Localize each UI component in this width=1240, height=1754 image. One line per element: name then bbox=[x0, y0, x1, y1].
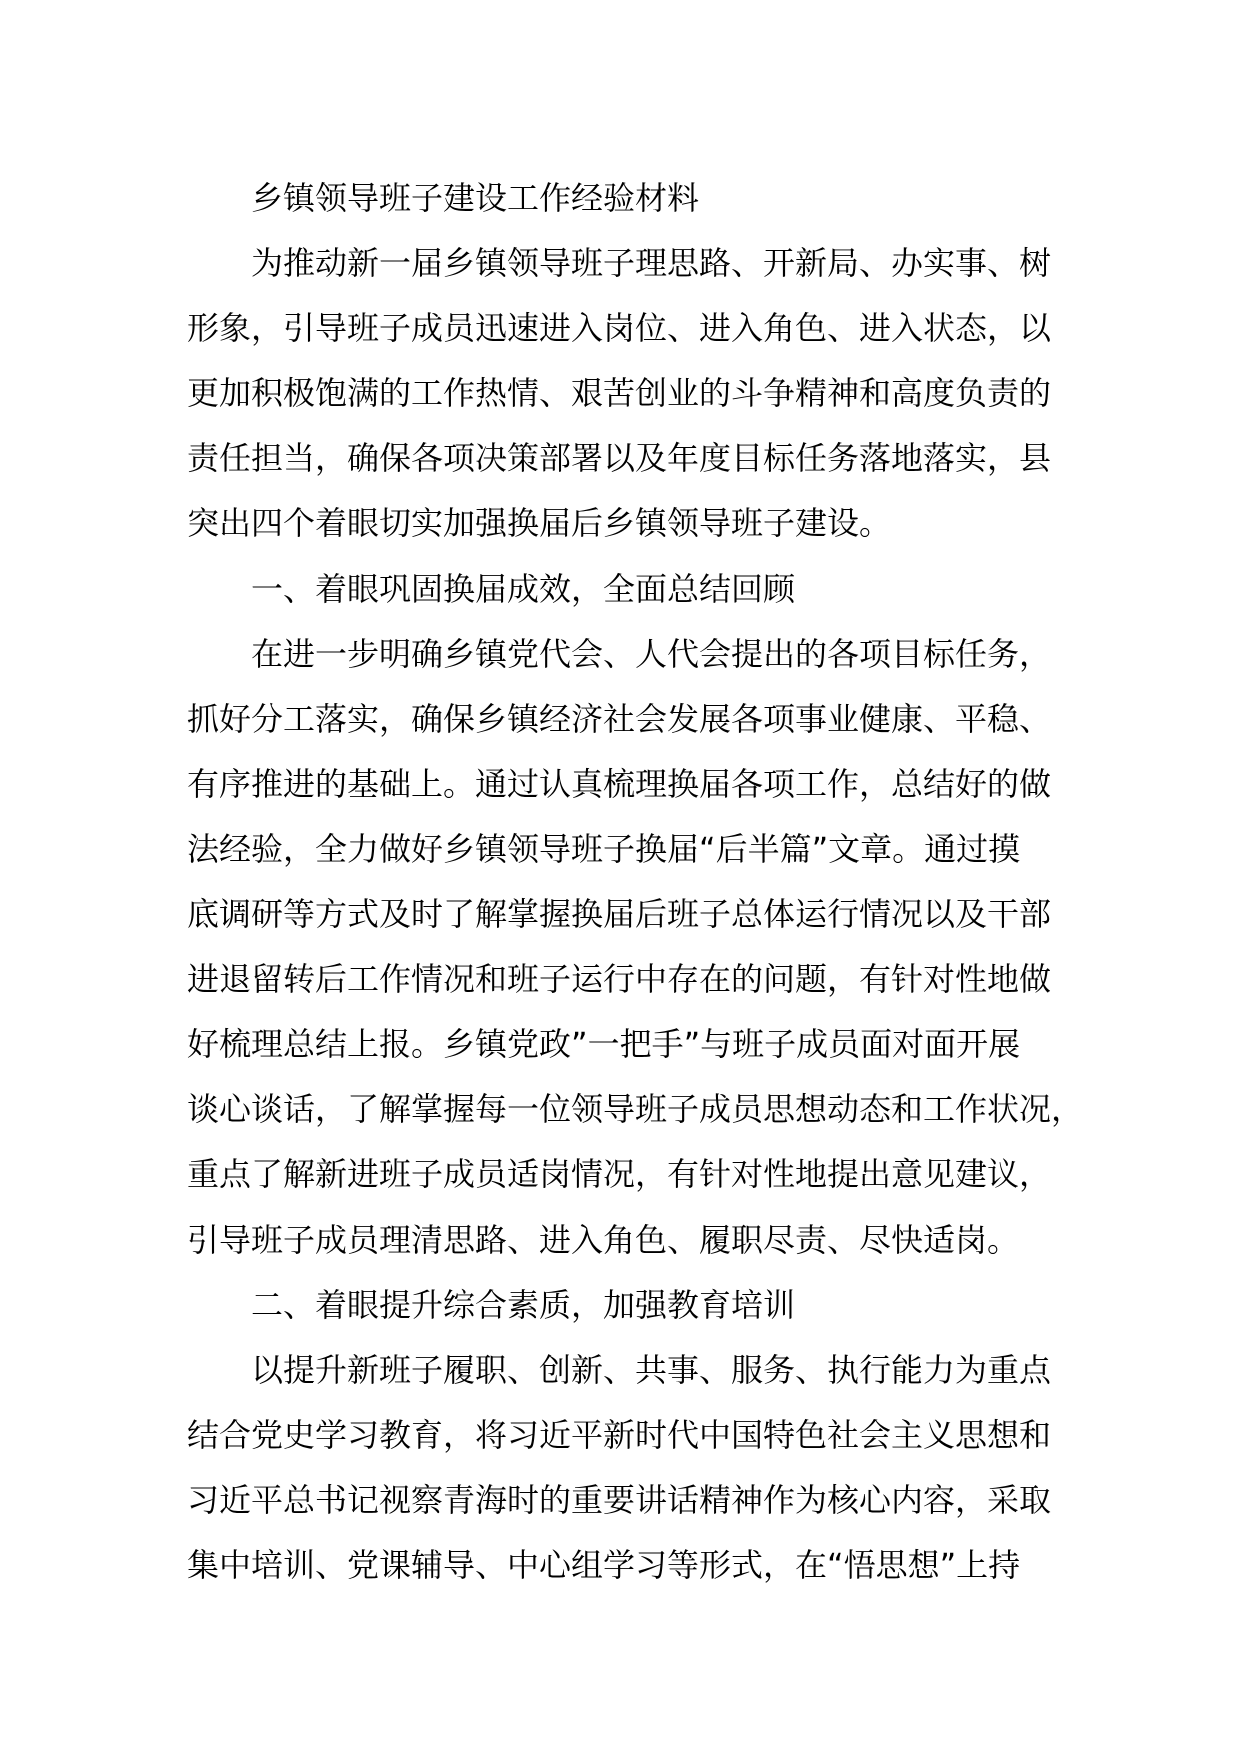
paragraph-line: 为推动新一届乡镇领导班子理思路、开新局、办实事、树 bbox=[251, 244, 1052, 283]
document-title: 乡镇领导班子建设工作经验材料 bbox=[251, 179, 700, 217]
paragraph-line: 谈心谈话，了解掌握每一位领导班子成员思想动态和工作状况， bbox=[187, 1090, 1084, 1129]
paragraph-line: 习近平总书记视察青海时的重要讲话精神作为核心内容，采取 bbox=[187, 1480, 1052, 1519]
paragraph-line: 进退留转后工作情况和班子运行中存在的问题，有针对性地做 bbox=[187, 960, 1052, 999]
paragraph-line: 结合党史学习教育，将习近平新时代中国特色社会主义思想和 bbox=[187, 1415, 1052, 1454]
paragraph-line: 集中培训、党课辅导、中心组学习等形式，在“悟思想”上持 bbox=[187, 1545, 1021, 1584]
paragraph-line: 好梳理总结上报。乡镇党政”一把手”与班子成员面对面开展 bbox=[187, 1025, 1021, 1064]
paragraph-line: 在进一步明确乡镇党代会、人代会提出的各项目标任务， bbox=[251, 634, 1052, 673]
paragraph-line: 抓好分工落实，确保乡镇经济社会发展各项事业健康、平稳、 bbox=[187, 699, 1052, 738]
paragraph-line: 形象，引导班子成员迅速进入岗位、进入角色、进入状态，以 bbox=[187, 309, 1052, 348]
paragraph-line: 以提升新班子履职、创新、共事、服务、执行能力为重点 bbox=[251, 1350, 1052, 1389]
paragraph-line: 底调研等方式及时了解掌握换届后班子总体运行情况以及干部 bbox=[187, 895, 1052, 934]
document-body bbox=[187, 166, 1084, 1598]
paragraph-line: 法经验，全力做好乡镇领导班子换届“后半篇”文章。通过摸 bbox=[187, 829, 1021, 868]
paragraph-line: 突出四个着眼切实加强换届后乡镇领导班子建设。 bbox=[187, 504, 892, 543]
section-heading: 一、着眼巩固换届成效，全面总结回顾 bbox=[251, 569, 796, 608]
paragraph-line: 有序推进的基础上。通过认真梳理换届各项工作，总结好的做 bbox=[187, 764, 1052, 803]
paragraph-line: 责任担当，确保各项决策部署以及年度目标任务落地落实，县 bbox=[187, 439, 1052, 478]
paragraph-line: 更加积极饱满的工作热情、艰苦创业的斗争精神和高度负责的 bbox=[187, 374, 1052, 413]
paragraph-line: 引导班子成员理清思路、进入角色、履职尽责、尽快适岗。 bbox=[187, 1220, 1020, 1259]
section-heading: 二、着眼提升综合素质，加强教育培训 bbox=[251, 1285, 796, 1324]
paragraph-line: 重点了解新进班子成员适岗情况，有针对性地提出意见建议， bbox=[187, 1155, 1052, 1194]
